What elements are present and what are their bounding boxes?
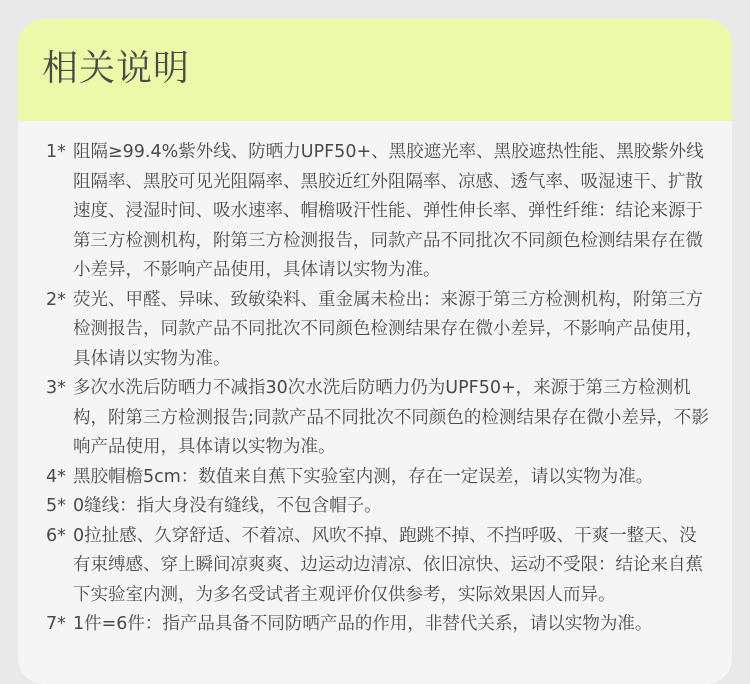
note-text: 0缝线：指大身没有缝线，不包含帽子。	[73, 496, 382, 516]
note-number: 2*	[46, 289, 66, 310]
note-number: 5*	[46, 496, 66, 516]
note-text: 黑胶帽檐5cm：数值来自蕉下实验室内测，存在一定误差，请以实物为准。	[73, 466, 654, 487]
note-number: 3*	[46, 378, 66, 398]
page-title: 相关说明	[42, 48, 191, 89]
note-number: 4*	[46, 466, 66, 487]
note-number: 7*	[46, 614, 66, 634]
note-text: 荧光、甲醛、异味、致敏染料、重金属未检出：来源于第三方检测机构，附第三方检测报告，同款产品不同批次不同颜色检测结果存在微小差异，不影响产品使用，具体请以实物为准。	[73, 289, 703, 369]
note-item	[18, 492, 732, 522]
note-text: 1件=6件：指产品具备不同防晒产品的作用，非替代关系，请以实物为准。	[73, 614, 653, 634]
note-item	[18, 286, 732, 375]
note-item	[18, 138, 732, 286]
note-item	[18, 463, 732, 493]
note-item	[18, 374, 732, 463]
header-band	[18, 19, 732, 121]
note-item	[18, 522, 732, 611]
note-text: 0拉扯感、久穿舒适、不着凉、风吹不掉、跑跳不掉、不挡呼吸、干爽一整天、没有束缚感、穿上瞬间凉爽爽、边运动边清凉、依旧凉快、运动不受限：结论来自蕉下实验室内测，为多名受试者主观评价仅供参考，实际效果因人而异。	[73, 525, 703, 605]
note-number: 6*	[46, 525, 66, 546]
notes-list	[18, 138, 732, 640]
note-number: 1*	[46, 142, 66, 162]
note-text: 多次水洗后防晒力不减指30次水洗后防晒力仍为UPF50+，来源于第三方检测机构，附第三方检测报告;同款产品不同批次不同颜色的检测结果存在微小差异，不影响产品使用，具体请以实物为准。	[73, 378, 709, 457]
note-text: 阻隔≥99.4%紫外线、防晒力UPF50+、黑胶遮光率、黑胶遮热性能、黑胶紫外线阻隔率、黑胶可见光阻隔率、黑胶近红外阻隔率、凉感、透气率、吸湿速干、扩散速度、浸湿时间、吸水速率、帽檐吸汗性能、弹性伸长率、弹性纤维：结论来源于第三方检测机构，附第三方检测报告，同款产品不同批次不同颜色检测结果存在微小差异，不影响产品使用，具体请以实物为准。	[73, 142, 704, 280]
note-item	[18, 610, 732, 640]
notes-card	[18, 19, 732, 684]
